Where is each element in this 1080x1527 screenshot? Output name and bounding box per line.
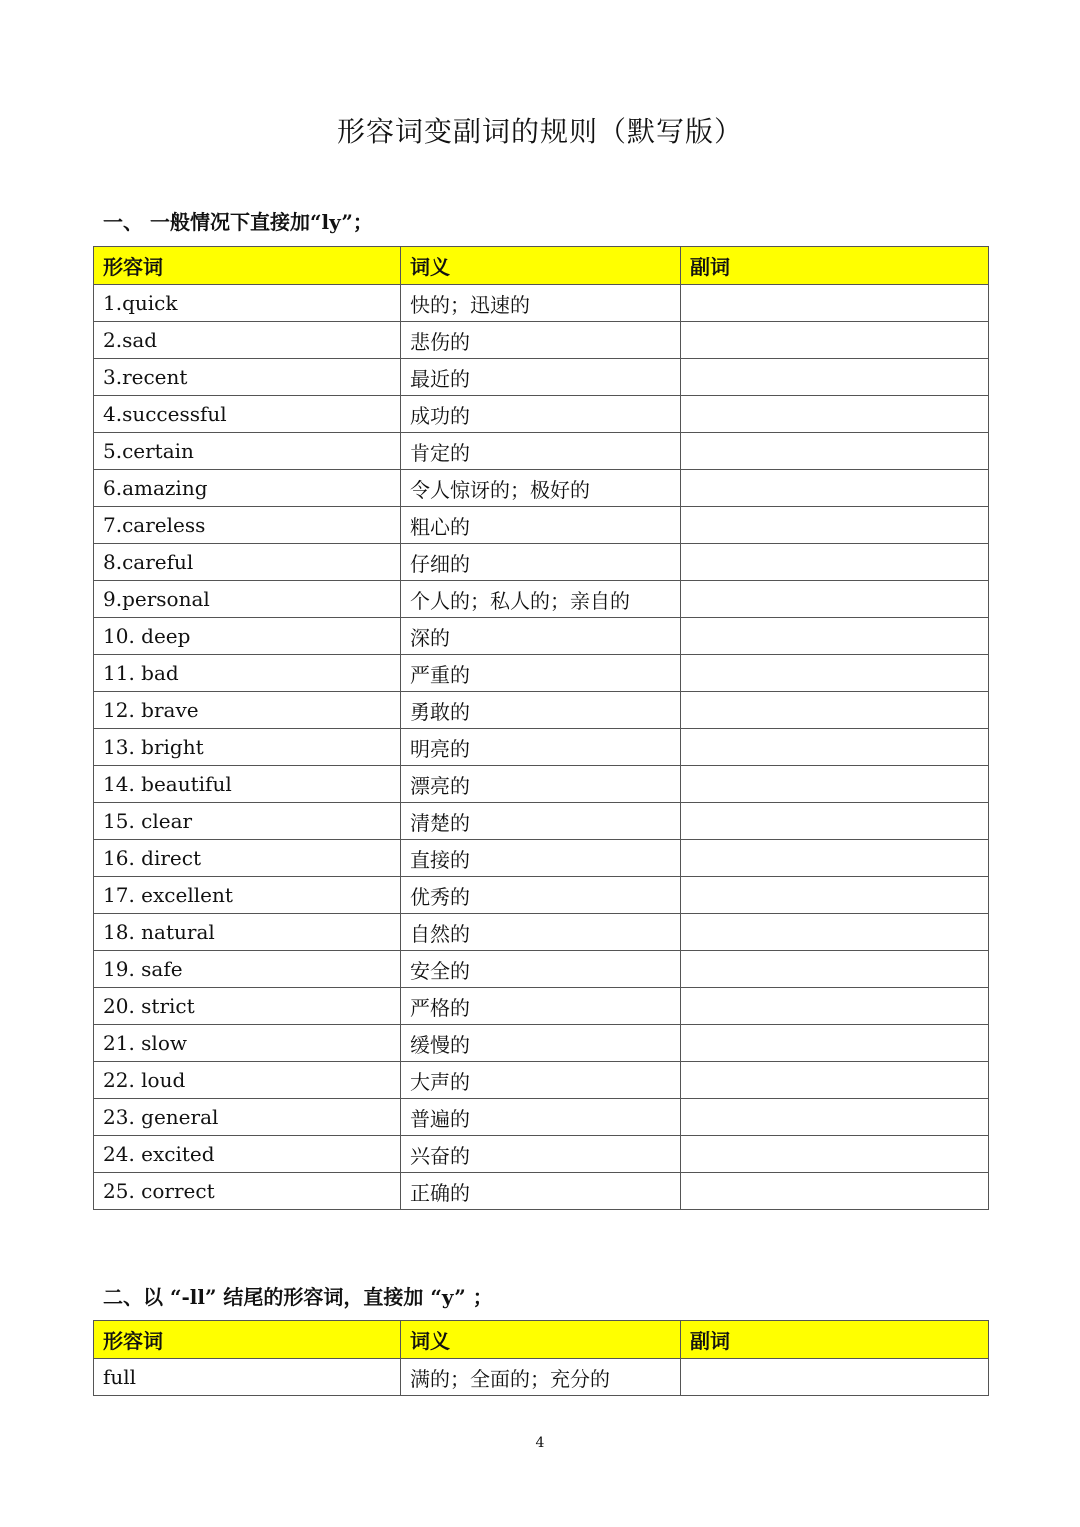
header-meaning: 词义: [401, 247, 681, 285]
meaning-cell: 仔细的: [401, 544, 681, 581]
section-2-heading: 二、以 “-ll” 结尾的形容词，直接加 “y” ；: [103, 1285, 493, 1309]
vocab-table-2: [93, 1320, 989, 1396]
adverb-answer-cell[interactable]: [681, 840, 989, 877]
meaning-cell: 悲伤的: [401, 322, 681, 359]
adverb-answer-cell[interactable]: [681, 322, 989, 359]
adverb-answer-cell[interactable]: [681, 1173, 989, 1210]
adjective-cell: full: [94, 1359, 401, 1396]
table-row: [94, 359, 989, 396]
adverb-answer-cell[interactable]: [681, 766, 989, 803]
adjective-cell: 25. correct: [94, 1173, 401, 1210]
meaning-cell: 漂亮的: [401, 766, 681, 803]
header-adjective: 形容词: [94, 247, 401, 285]
meaning-cell: 正确的: [401, 1173, 681, 1210]
table-row: [94, 1136, 989, 1173]
table-row: [94, 470, 989, 507]
vocab-table-1: [93, 246, 989, 1210]
adverb-answer-cell[interactable]: [681, 507, 989, 544]
table-row: [94, 396, 989, 433]
table-row: [94, 729, 989, 766]
header-adverb: 副词: [681, 1321, 989, 1359]
adverb-answer-cell[interactable]: [681, 988, 989, 1025]
meaning-cell: 勇敢的: [401, 692, 681, 729]
adjective-cell: 22. loud: [94, 1062, 401, 1099]
meaning-cell: 个人的；私人的；亲自的: [401, 581, 681, 618]
header-meaning: 词义: [401, 1321, 681, 1359]
meaning-cell: 严格的: [401, 988, 681, 1025]
adjective-cell: 18. natural: [94, 914, 401, 951]
adverb-answer-cell[interactable]: [681, 914, 989, 951]
adverb-answer-cell[interactable]: [681, 1062, 989, 1099]
adjective-cell: 6.amazing: [94, 470, 401, 507]
meaning-cell: 优秀的: [401, 877, 681, 914]
adjective-cell: 13. bright: [94, 729, 401, 766]
table-header-row: [94, 1321, 989, 1359]
table-row: [94, 803, 989, 840]
table-row: [94, 877, 989, 914]
adjective-cell: 8.careful: [94, 544, 401, 581]
adverb-answer-cell[interactable]: [681, 470, 989, 507]
meaning-cell: 普遍的: [401, 1099, 681, 1136]
meaning-cell: 粗心的: [401, 507, 681, 544]
adjective-cell: 20. strict: [94, 988, 401, 1025]
table-row: [94, 433, 989, 470]
table-row: [94, 1173, 989, 1210]
adverb-answer-cell[interactable]: [681, 803, 989, 840]
section-1-heading: 一、 一般情况下直接加“ly”；: [103, 210, 373, 234]
page-title: 形容词变副词的规则（默写版）: [336, 115, 743, 148]
table-row: [94, 914, 989, 951]
adjective-cell: 14. beautiful: [94, 766, 401, 803]
meaning-cell: 肯定的: [401, 433, 681, 470]
adverb-answer-cell[interactable]: [681, 285, 989, 322]
adverb-answer-cell[interactable]: [681, 1136, 989, 1173]
table-row: [94, 1359, 989, 1396]
adverb-answer-cell[interactable]: [681, 433, 989, 470]
meaning-cell: 令人惊讶的；极好的: [401, 470, 681, 507]
meaning-cell: 安全的: [401, 951, 681, 988]
adjective-cell: 10. deep: [94, 618, 401, 655]
meaning-cell: 满的；全面的；充分的: [401, 1359, 681, 1396]
adjective-cell: 23. general: [94, 1099, 401, 1136]
table-row: [94, 1025, 989, 1062]
adverb-answer-cell[interactable]: [681, 877, 989, 914]
table-row: [94, 692, 989, 729]
meaning-cell: 缓慢的: [401, 1025, 681, 1062]
table-row: [94, 322, 989, 359]
header-adjective: 形容词: [94, 1321, 401, 1359]
table-row: [94, 544, 989, 581]
adjective-cell: 1.quick: [94, 285, 401, 322]
header-adverb: 副词: [681, 247, 989, 285]
adjective-cell: 5.certain: [94, 433, 401, 470]
meaning-cell: 直接的: [401, 840, 681, 877]
adjective-cell: 19. safe: [94, 951, 401, 988]
meaning-cell: 最近的: [401, 359, 681, 396]
adverb-answer-cell[interactable]: [681, 359, 989, 396]
adjective-cell: 4.successful: [94, 396, 401, 433]
adverb-answer-cell[interactable]: [681, 396, 989, 433]
table-row: [94, 581, 989, 618]
table-header-row: [94, 247, 989, 285]
adverb-answer-cell[interactable]: [681, 544, 989, 581]
meaning-cell: 成功的: [401, 396, 681, 433]
adverb-answer-cell[interactable]: [681, 581, 989, 618]
meaning-cell: 严重的: [401, 655, 681, 692]
meaning-cell: 自然的: [401, 914, 681, 951]
table-row: [94, 285, 989, 322]
meaning-cell: 大声的: [401, 1062, 681, 1099]
adverb-answer-cell[interactable]: [681, 729, 989, 766]
meaning-cell: 兴奋的: [401, 1136, 681, 1173]
adverb-answer-cell[interactable]: [681, 1099, 989, 1136]
table-row: [94, 507, 989, 544]
table-row: [94, 1099, 989, 1136]
adjective-cell: 16. direct: [94, 840, 401, 877]
adverb-answer-cell[interactable]: [681, 1359, 989, 1396]
table-row: [94, 840, 989, 877]
adjective-cell: 2.sad: [94, 322, 401, 359]
adjective-cell: 12. brave: [94, 692, 401, 729]
meaning-cell: 明亮的: [401, 729, 681, 766]
table-row: [94, 655, 989, 692]
page-number: 4: [535, 1435, 545, 1451]
table-row: [94, 988, 989, 1025]
adverb-answer-cell[interactable]: [681, 655, 989, 692]
adverb-answer-cell[interactable]: [681, 692, 989, 729]
adverb-answer-cell[interactable]: [681, 1025, 989, 1062]
adjective-cell: 21. slow: [94, 1025, 401, 1062]
adjective-cell: 9.personal: [94, 581, 401, 618]
table-row: [94, 1062, 989, 1099]
meaning-cell: 快的；迅速的: [401, 285, 681, 322]
adjective-cell: 24. excited: [94, 1136, 401, 1173]
table-row: [94, 766, 989, 803]
table-row: [94, 951, 989, 988]
adverb-answer-cell[interactable]: [681, 618, 989, 655]
adjective-cell: 17. excellent: [94, 877, 401, 914]
adjective-cell: 11. bad: [94, 655, 401, 692]
adjective-cell: 3.recent: [94, 359, 401, 396]
adjective-cell: 7.careless: [94, 507, 401, 544]
adjective-cell: 15. clear: [94, 803, 401, 840]
adverb-answer-cell[interactable]: [681, 951, 989, 988]
table-row: [94, 618, 989, 655]
meaning-cell: 清楚的: [401, 803, 681, 840]
meaning-cell: 深的: [401, 618, 681, 655]
